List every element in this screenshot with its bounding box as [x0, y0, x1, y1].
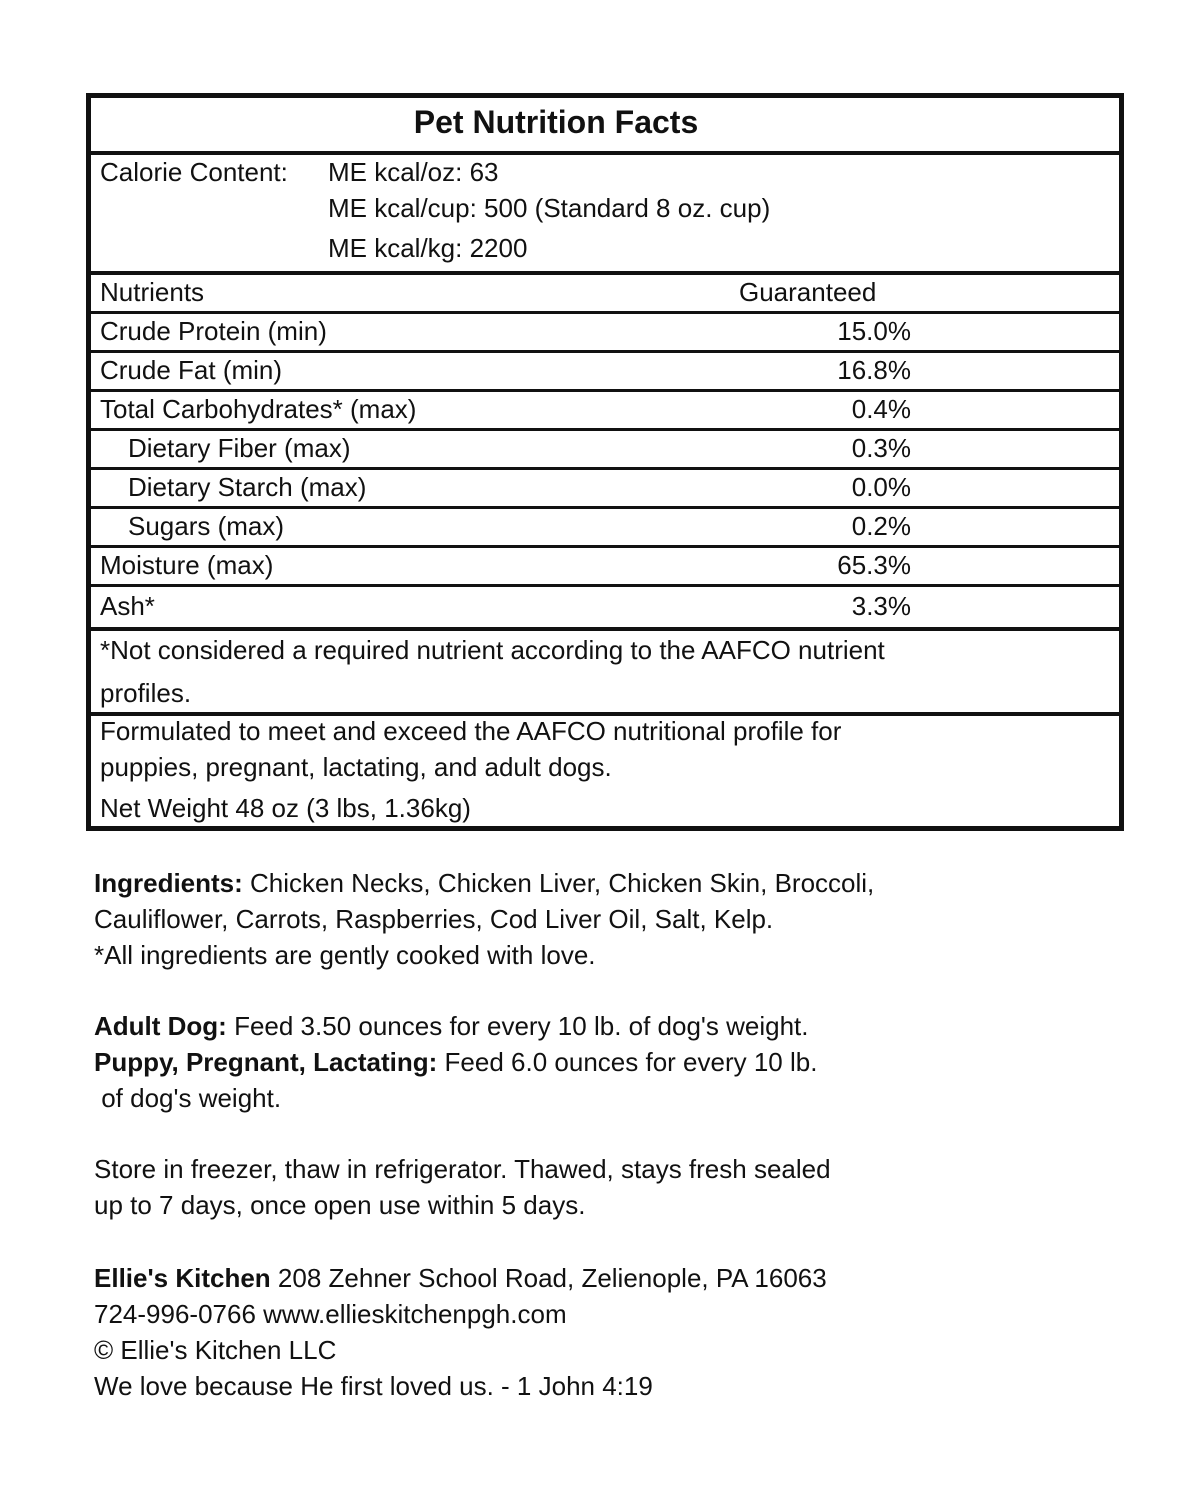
- nutrient-row: [91, 353, 1119, 392]
- storage-line: Store in freezer, thaw in refrigerator. Thawed, stays fresh sealed: [94, 1154, 831, 1184]
- guaranteed-header: Guaranteed: [739, 277, 877, 307]
- nutrient-row: [91, 509, 1119, 548]
- nutrient-name: Ash*: [100, 591, 155, 621]
- ingredients-line: Cauliflower, Carrots, Raspberries, Cod Liver Oil, Salt, Kelp.: [94, 904, 774, 934]
- nutrient-value: 0.4%: [851, 394, 911, 424]
- puppy-text: Feed 6.0 ounces for every 10 lb.: [437, 1047, 818, 1077]
- puppy-feeding-line: [94, 1044, 1094, 1080]
- footnote-line: profiles.: [100, 678, 192, 708]
- nutrient-name: Total Carbohydrates* (max): [100, 394, 417, 424]
- company-section: [94, 1260, 1094, 1404]
- nutrients-header: Nutrients: [100, 277, 205, 307]
- ingredients-label: Ingredients:: [94, 868, 243, 898]
- nutrient-row: [91, 431, 1119, 470]
- nutrient-value: 65.3%: [837, 550, 911, 580]
- calorie-content-row: [91, 155, 1119, 275]
- nutrient-name: Dietary Fiber (max): [128, 433, 351, 463]
- formulated-line: Formulated to meet and exceed the AAFCO nutritional profile for: [100, 716, 842, 746]
- calorie-kcal-cup: ME kcal/cup: 500 (Standard 8 oz. cup): [328, 193, 771, 223]
- footnote-line: *Not considered a required nutrient according to the AAFCO nutrient: [100, 635, 885, 665]
- adult-dog-text: Feed 3.50 ounces for every 10 lb. of dog's weight.: [226, 1011, 809, 1041]
- nutrient-name: Crude Protein (min): [100, 316, 327, 346]
- puppy-feeding-continued: of dog's weight.: [94, 1083, 282, 1113]
- nutrient-value: 0.0%: [851, 472, 911, 502]
- nutrition-facts-panel: [86, 93, 1124, 831]
- adult-feeding-line: [94, 1008, 1094, 1044]
- nutrient-row: [91, 314, 1119, 353]
- puppy-label: Puppy, Pregnant, Lactating:: [94, 1047, 438, 1077]
- ingredients-text: Chicken Necks, Chicken Liver, Chicken Skin, Broccoli,: [242, 868, 875, 898]
- nutrient-value: 0.3%: [851, 433, 911, 463]
- nutrient-row: [91, 548, 1119, 587]
- nutrient-name: Crude Fat (min): [100, 355, 283, 385]
- storage-section: [94, 1151, 1094, 1223]
- company-contact: 724-996-0766 www.ellieskitchenpgh.com: [94, 1299, 567, 1329]
- footnote-row: [91, 631, 1119, 716]
- nutrient-name: Sugars (max): [128, 511, 285, 541]
- facts-title-row: [91, 98, 1119, 155]
- company-address-line: [94, 1260, 1094, 1296]
- calorie-kcal-kg: ME kcal/kg: 2200: [328, 233, 528, 263]
- nutrient-name: Dietary Starch (max): [128, 472, 367, 502]
- bible-verse: We love because He first loved us. - 1 John 4:19: [94, 1371, 653, 1401]
- nutrients-header-row: [91, 275, 1119, 314]
- nutrient-row: [91, 470, 1119, 509]
- ingredients-line: [94, 865, 1094, 901]
- nutrient-value: 0.2%: [851, 511, 911, 541]
- nutrient-value: 16.8%: [837, 355, 911, 385]
- facts-title: Pet Nutrition Facts: [413, 104, 699, 140]
- company-copyright: © Ellie's Kitchen LLC: [94, 1335, 337, 1365]
- adult-dog-label: Adult Dog:: [94, 1011, 227, 1041]
- formulated-line: puppies, pregnant, lactating, and adult dogs.: [100, 752, 612, 782]
- nutrient-value: 15.0%: [837, 316, 911, 346]
- ingredients-note: *All ingredients are gently cooked with love.: [94, 940, 596, 970]
- nutrient-row: [91, 587, 1119, 631]
- storage-line: up to 7 days, once open use within 5 days.: [94, 1190, 586, 1220]
- net-weight: Net Weight 48 oz (3 lbs, 1.36kg): [100, 793, 471, 823]
- feeding-section: [94, 1008, 1094, 1116]
- ingredients-section: [94, 865, 1094, 973]
- company-name: Ellie's Kitchen: [94, 1263, 271, 1293]
- formulated-row: [91, 716, 1119, 826]
- nutrient-row: [91, 392, 1119, 431]
- calorie-content-label: Calorie Content:: [100, 157, 288, 187]
- nutrient-name: Moisture (max): [100, 550, 274, 580]
- nutrient-value: 3.3%: [851, 591, 911, 621]
- calorie-kcal-oz: ME kcal/oz: 63: [328, 157, 499, 187]
- company-address: 208 Zehner School Road, Zelienople, PA 16063: [270, 1263, 827, 1293]
